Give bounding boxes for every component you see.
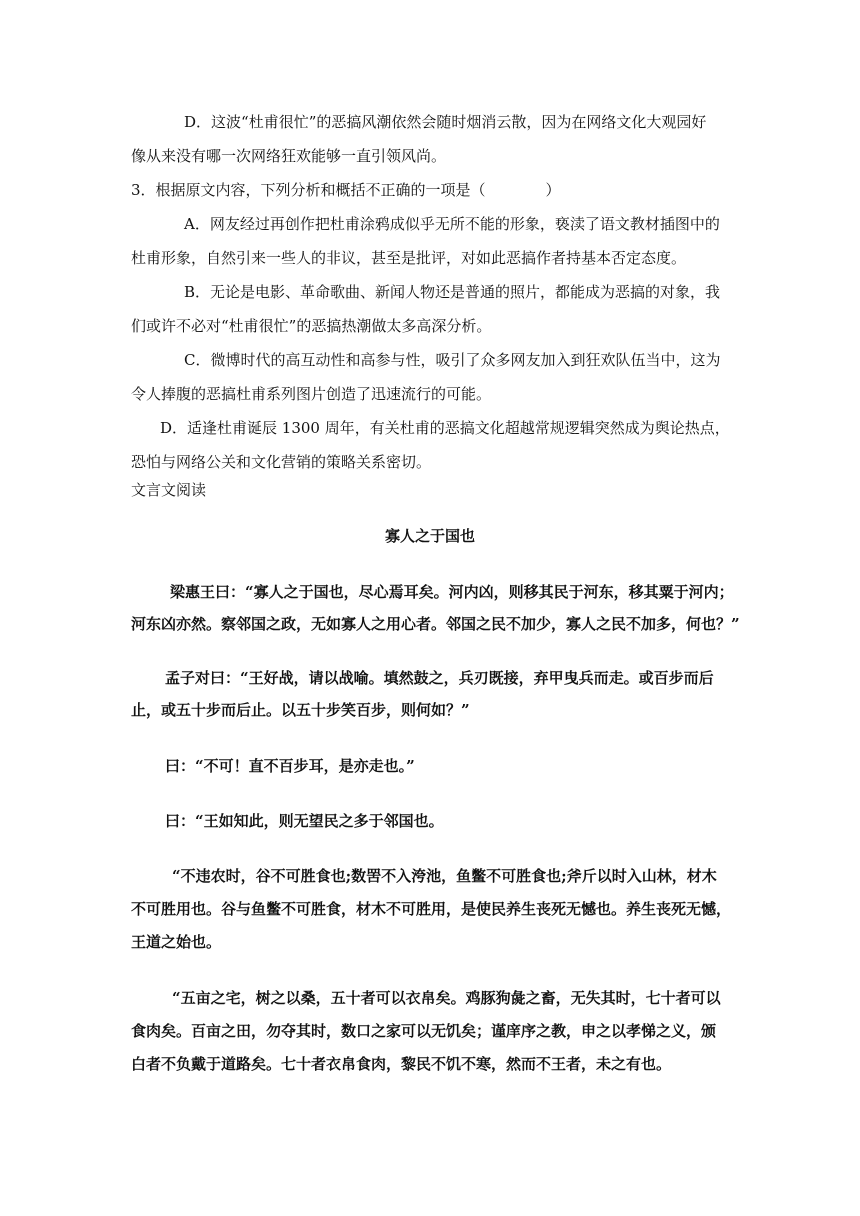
q2-option-d-line1: D．这波“杜甫很忙”的恶搞风潮依然会随时烟消云散，因为在网络文化大观园好: [184, 113, 707, 131]
passage-p2-line2: 止，或五十步而后止。以五十步笑百步，则何如？”: [131, 701, 470, 719]
q3-option-d-line2: 恐怕与网络公关和文化营销的策略关系密切。: [131, 453, 432, 471]
passage-p6-line2: 食肉矣。百亩之田，勿夺其时，数口之家可以无饥矣；谨庠序之教，申之以孝悌之义，颁: [131, 1022, 717, 1040]
q3-option-b-line2: 们或许不必对“杜甫很忙”的恶搞热潮做太多高深分析。: [131, 317, 492, 335]
section-heading: 文言文阅读: [131, 481, 207, 499]
passage-p5-line1: “不违农时，谷不可胜食也;数罟不入洿池，鱼鳖不可胜食也;斧斤以时入山林，材木: [172, 867, 717, 885]
q3-option-c-line1: C．微博时代的高互动性和高参与性，吸引了众多网友加入到狂欢队伍当中，这为: [184, 351, 721, 369]
q3-option-a-line1: A．网友经过再创作把杜甫涂鸦成似乎无所不能的形象，亵渎了语文教材插图中的: [184, 215, 720, 233]
q3-stem: 3．根据原文内容，下列分析和概括不正确的一项是（ ）: [131, 181, 561, 199]
passage-p4: 曰：“王如知此，则无望民之多于邻国也。: [165, 812, 444, 830]
passage-p2-line1: 孟子对曰：“王好战，请以战喻。填然鼓之，兵刃既接，弃甲曳兵而走。或百步而后: [165, 669, 714, 687]
q3-option-c-line2: 令人捧腹的恶搞杜甫系列图片创造了迅速流行的可能。: [131, 385, 492, 403]
passage-p6-line3: 白者不负戴于道路矣。七十者衣帛食肉，黎民不饥不寒，然而不王者，未之有也。: [131, 1055, 672, 1073]
passage-p3: 曰：“不可！直不百步耳，是亦走也。”: [165, 757, 415, 775]
passage-p5-line2: 不可胜用也。谷与鱼鳖不可胜食，材木不可胜用，是使民养生丧死无憾也。养生丧死无憾，: [131, 900, 732, 918]
passage-p1-line1: 梁惠王曰：“寡人之于国也，尽心焉耳矣。河内凶，则移其民于河东，移其粟于河内；: [170, 583, 734, 601]
q3-option-b-line1: B．无论是电影、革命歌曲、新闻人物还是普通的照片，都能成为恶搞的对象，我: [184, 283, 721, 301]
q2-option-d-line2: 像从来没有哪一次网络狂欢能够一直引领风尚。: [131, 147, 447, 165]
q3-option-d-line1: D．适逢杜甫诞辰 1300 周年，有关杜甫的恶搞文化超越常规逻辑突然成为舆论热点，: [160, 419, 730, 437]
passage-p6-line1: “五亩之宅，树之以桑，五十者可以衣帛矣。鸡豚狗彘之畜，无失其时，七十者可以: [172, 989, 721, 1007]
passage-p1-line2: 河东凶亦然。察邻国之政，无如寡人之用心者。邻国之民不加少，寡人之民不加多，何也？”: [131, 615, 740, 633]
passage-title: 寡人之于国也: [384, 527, 475, 545]
passage-p5-line3: 王道之始也。: [131, 933, 222, 951]
q3-option-a-line2: 杜甫形象，自然引来一些人的非议，甚至是批评，对如此恶搞作者持基本否定态度。: [131, 249, 687, 267]
